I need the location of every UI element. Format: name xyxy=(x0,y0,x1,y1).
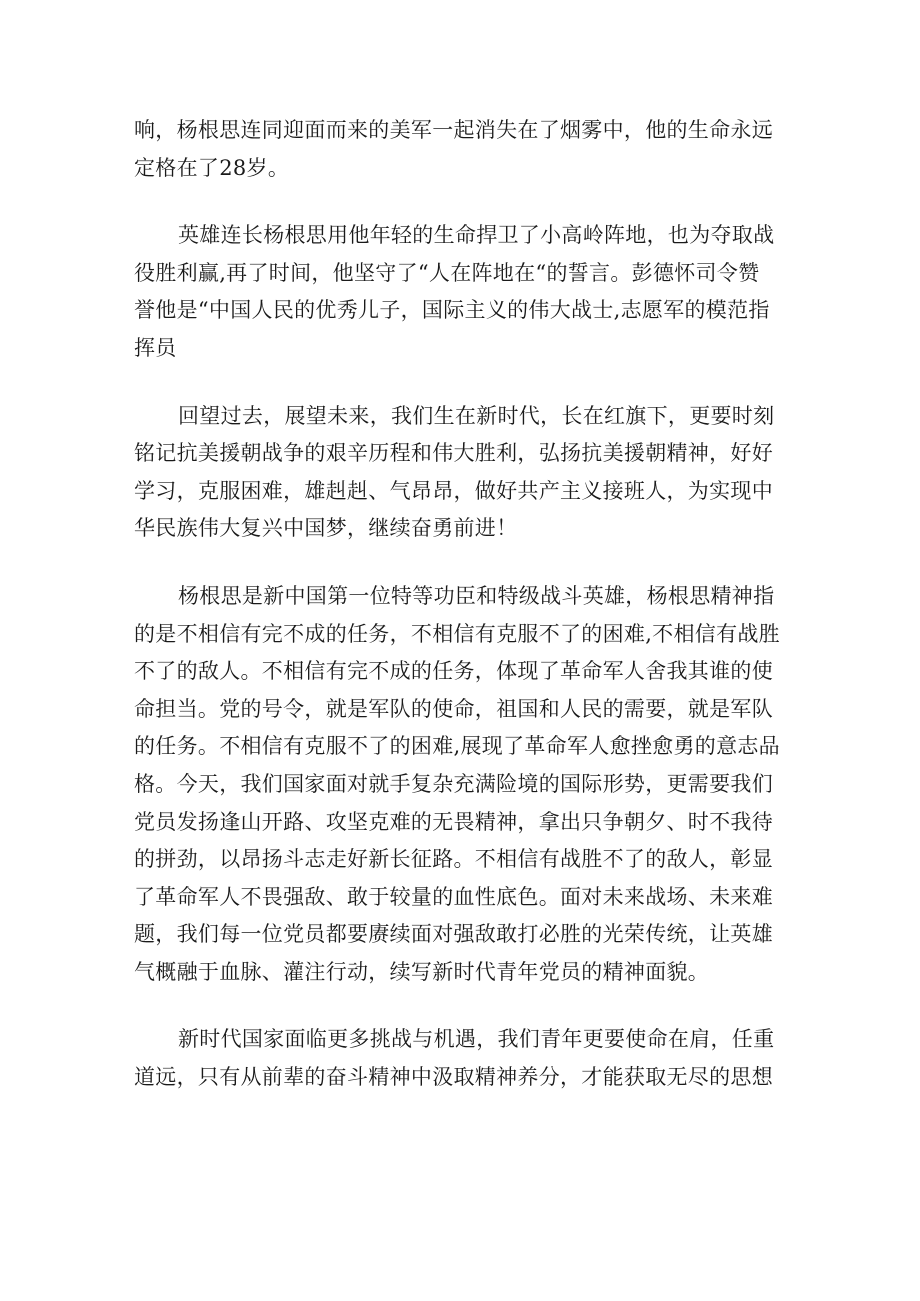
paragraph-5 xyxy=(134,1021,794,1096)
paragraph-3 xyxy=(134,398,794,548)
text-line: 役胜利赢,再了时间，他坚守了“人在阵地在“的誓言。彭德怀司令赞 xyxy=(134,260,760,285)
text-line: 铭记抗美援朝战争的艰辛历程和伟大胜利，弘扬抗美援朝精神，好好 xyxy=(134,441,773,466)
paragraph-gap xyxy=(134,548,794,578)
document-body xyxy=(134,112,794,1097)
text-line: 命担当。党的号令，就是军队的使命，祖国和人民的需要，就是军队 xyxy=(134,696,773,721)
paragraph-gap xyxy=(134,991,794,1021)
paragraph-2 xyxy=(134,217,794,367)
text-line: 英雄连长杨根思用他年轻的生命捍卫了小高岭阵地，也为夺取战 xyxy=(178,223,775,248)
text-line: 新时代国家面临更多挑战与机遇，我们青年更要使命在肩，任重 xyxy=(178,1027,775,1052)
text-line: 格。今天，我们国家面对就手复杂充满险境的国际形势，更需要我们 xyxy=(134,771,773,796)
text-line: 的是不相信有完不成的任务，不相信有克服不了的困难,不相信有战胜 xyxy=(134,621,780,646)
text-line: 誉他是“中国人民的优秀儿子，国际主义的伟大战士,志愿军的模范指 xyxy=(134,298,770,323)
text-line: 题，我们每一位党员都要赓续面对强敌敢打必胜的光荣传统，让英雄 xyxy=(134,922,773,947)
text-line: 道远，只有从前辈的奋斗精神中汲取精神养分，才能获取无尽的思想 xyxy=(134,1065,773,1090)
text-line: 华民族伟大复兴中国梦，继续奋勇前进！ xyxy=(134,516,518,541)
paragraph-gap xyxy=(134,187,794,217)
paragraph-4 xyxy=(134,578,794,992)
text-line: 定格在了28岁。 xyxy=(134,155,290,180)
text-line: 挥员 xyxy=(134,335,177,360)
text-line: 杨根思是新中国第一位特等功臣和特级战斗英雄，杨根思精神指 xyxy=(178,583,775,608)
text-line: 学习，克服困难，雄赳赳、气昂昂，做好共产主义接班人，为实现中 xyxy=(134,478,773,503)
text-line: 了革命军人不畏强敌、敢于较量的血性底色。面对未来战场、未来难 xyxy=(134,884,773,909)
text-line: 的任务。不相信有克服不了的困难,展现了革命军人愈挫愈勇的意志品 xyxy=(134,734,780,759)
text-line: 气概融于血脉、灌注行动，续写新时代青年党员的精神面貌。 xyxy=(134,959,710,984)
paragraph-1 xyxy=(134,112,794,187)
text-line: 不了的敌人。不相信有完不成的任务，体现了革命军人舍我其谁的使 xyxy=(134,659,773,684)
paragraph-gap xyxy=(134,368,794,398)
text-line: 的拼劲，以昂扬斗志走好新长征路。不相信有战胜不了的敌人，彰显 xyxy=(134,847,773,872)
text-line: 回望过去，展望未来，我们生在新时代，长在红旗下，更要时刻 xyxy=(178,403,775,428)
text-line: 响，杨根思连同迎面而来的美军一起消失在了烟雾中，他的生命永远 xyxy=(134,118,773,142)
text-line: 党员发扬逢山开路、攻坚克难的无畏精神，拿出只争朝夕、时不我待 xyxy=(134,809,773,834)
